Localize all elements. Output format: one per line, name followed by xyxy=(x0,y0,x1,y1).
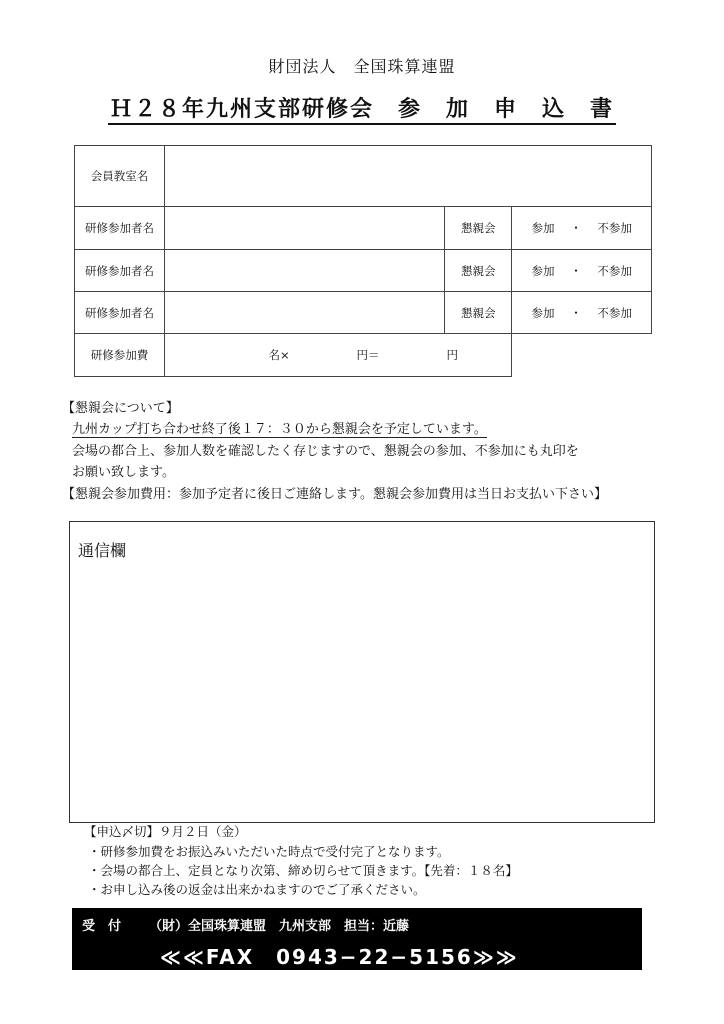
fee-unit-price: 円＝ xyxy=(356,348,380,362)
separator-dot: ・ xyxy=(570,263,582,278)
fax-number: ≪≪FAX 0943−22−5156≫≫ xyxy=(160,945,519,969)
footer-item: ・研修参加費をお振込みいただいた時点で受付完了となります。 xyxy=(88,844,450,859)
comments-title: 通信欄 xyxy=(78,541,127,560)
party-line-1 xyxy=(72,419,487,440)
party-line-1-text: 九州カップ打ち合わせ終了後１７：３０から懇親会を予定しています。 xyxy=(72,422,487,437)
participant-label: 研修参加者名 xyxy=(75,250,165,292)
empty-cell xyxy=(512,334,652,377)
deadline: 【申込〆切】９月２日（金） xyxy=(84,824,247,839)
attend-option[interactable]: 参加 xyxy=(531,263,555,278)
party-label: 懇親会 xyxy=(445,207,512,250)
comments-box[interactable] xyxy=(69,521,655,823)
attend-option[interactable]: 参加 xyxy=(531,221,555,235)
page-title xyxy=(0,92,724,123)
separator-dot: ・ xyxy=(570,221,582,235)
receipt-label: 受 付 xyxy=(82,919,122,934)
fee-total-unit: 円 xyxy=(446,348,458,362)
organization-name: 財団法人 全国珠算連盟 xyxy=(268,57,456,76)
contact-info xyxy=(82,915,409,934)
not-attend-option[interactable]: 不参加 xyxy=(597,221,632,235)
party-attendance-choice[interactable] xyxy=(512,207,652,250)
fee-persons-unit: 名× xyxy=(268,348,290,362)
party-line-2: 会場の都合上、参加人数を確認したく存じますので、懇親会の参加、不参加にも丸印を xyxy=(72,444,579,459)
member-school-field[interactable] xyxy=(165,146,652,207)
party-label: 懇親会 xyxy=(445,292,512,334)
not-attend-option[interactable]: 不参加 xyxy=(597,305,632,320)
separator-dot: ・ xyxy=(570,305,582,320)
member-school-label: 会員教室名 xyxy=(75,146,165,207)
not-attend-option[interactable]: 不参加 xyxy=(597,263,632,278)
footer-item: ・お申し込み後の返金は出来かねますのでご了承ください。 xyxy=(88,882,426,897)
party-fee-note: 【懇親会参加費用：参加予定者に後日ご連絡します。懇親会参加費用は当日お支払い下さい】 xyxy=(62,487,607,502)
application-form xyxy=(74,145,652,377)
contact-org: （財）全国珠算連盟 九州支部 担当：近藤 xyxy=(149,919,410,934)
party-line-3: お願い致します。 xyxy=(72,465,175,480)
participant-name-field[interactable] xyxy=(165,292,445,334)
participant-label: 研修参加者名 xyxy=(75,207,165,250)
fee-label: 研修参加費 xyxy=(75,334,165,377)
participant-name-field[interactable] xyxy=(165,250,445,292)
party-heading: 【懇親会について】 xyxy=(62,401,179,416)
party-label: 懇親会 xyxy=(445,250,512,292)
participant-label: 研修参加者名 xyxy=(75,292,165,334)
party-attendance-choice[interactable] xyxy=(512,292,652,334)
participant-row xyxy=(75,292,652,334)
party-attendance-choice[interactable] xyxy=(512,250,652,292)
participant-row xyxy=(75,250,652,292)
attend-option[interactable]: 参加 xyxy=(531,305,555,320)
page-title-text: Ｈ２８年九州支部研修会 参 加 申 込 書 xyxy=(108,96,616,125)
fee-calculation-field[interactable] xyxy=(165,334,512,377)
footer-item: ・会場の都合上、定員となり次第、締め切らせて頂きます。【先着：１８名】 xyxy=(88,863,518,878)
contact-bar xyxy=(72,908,642,970)
participant-name-field[interactable] xyxy=(165,207,445,250)
participant-row xyxy=(75,207,652,250)
